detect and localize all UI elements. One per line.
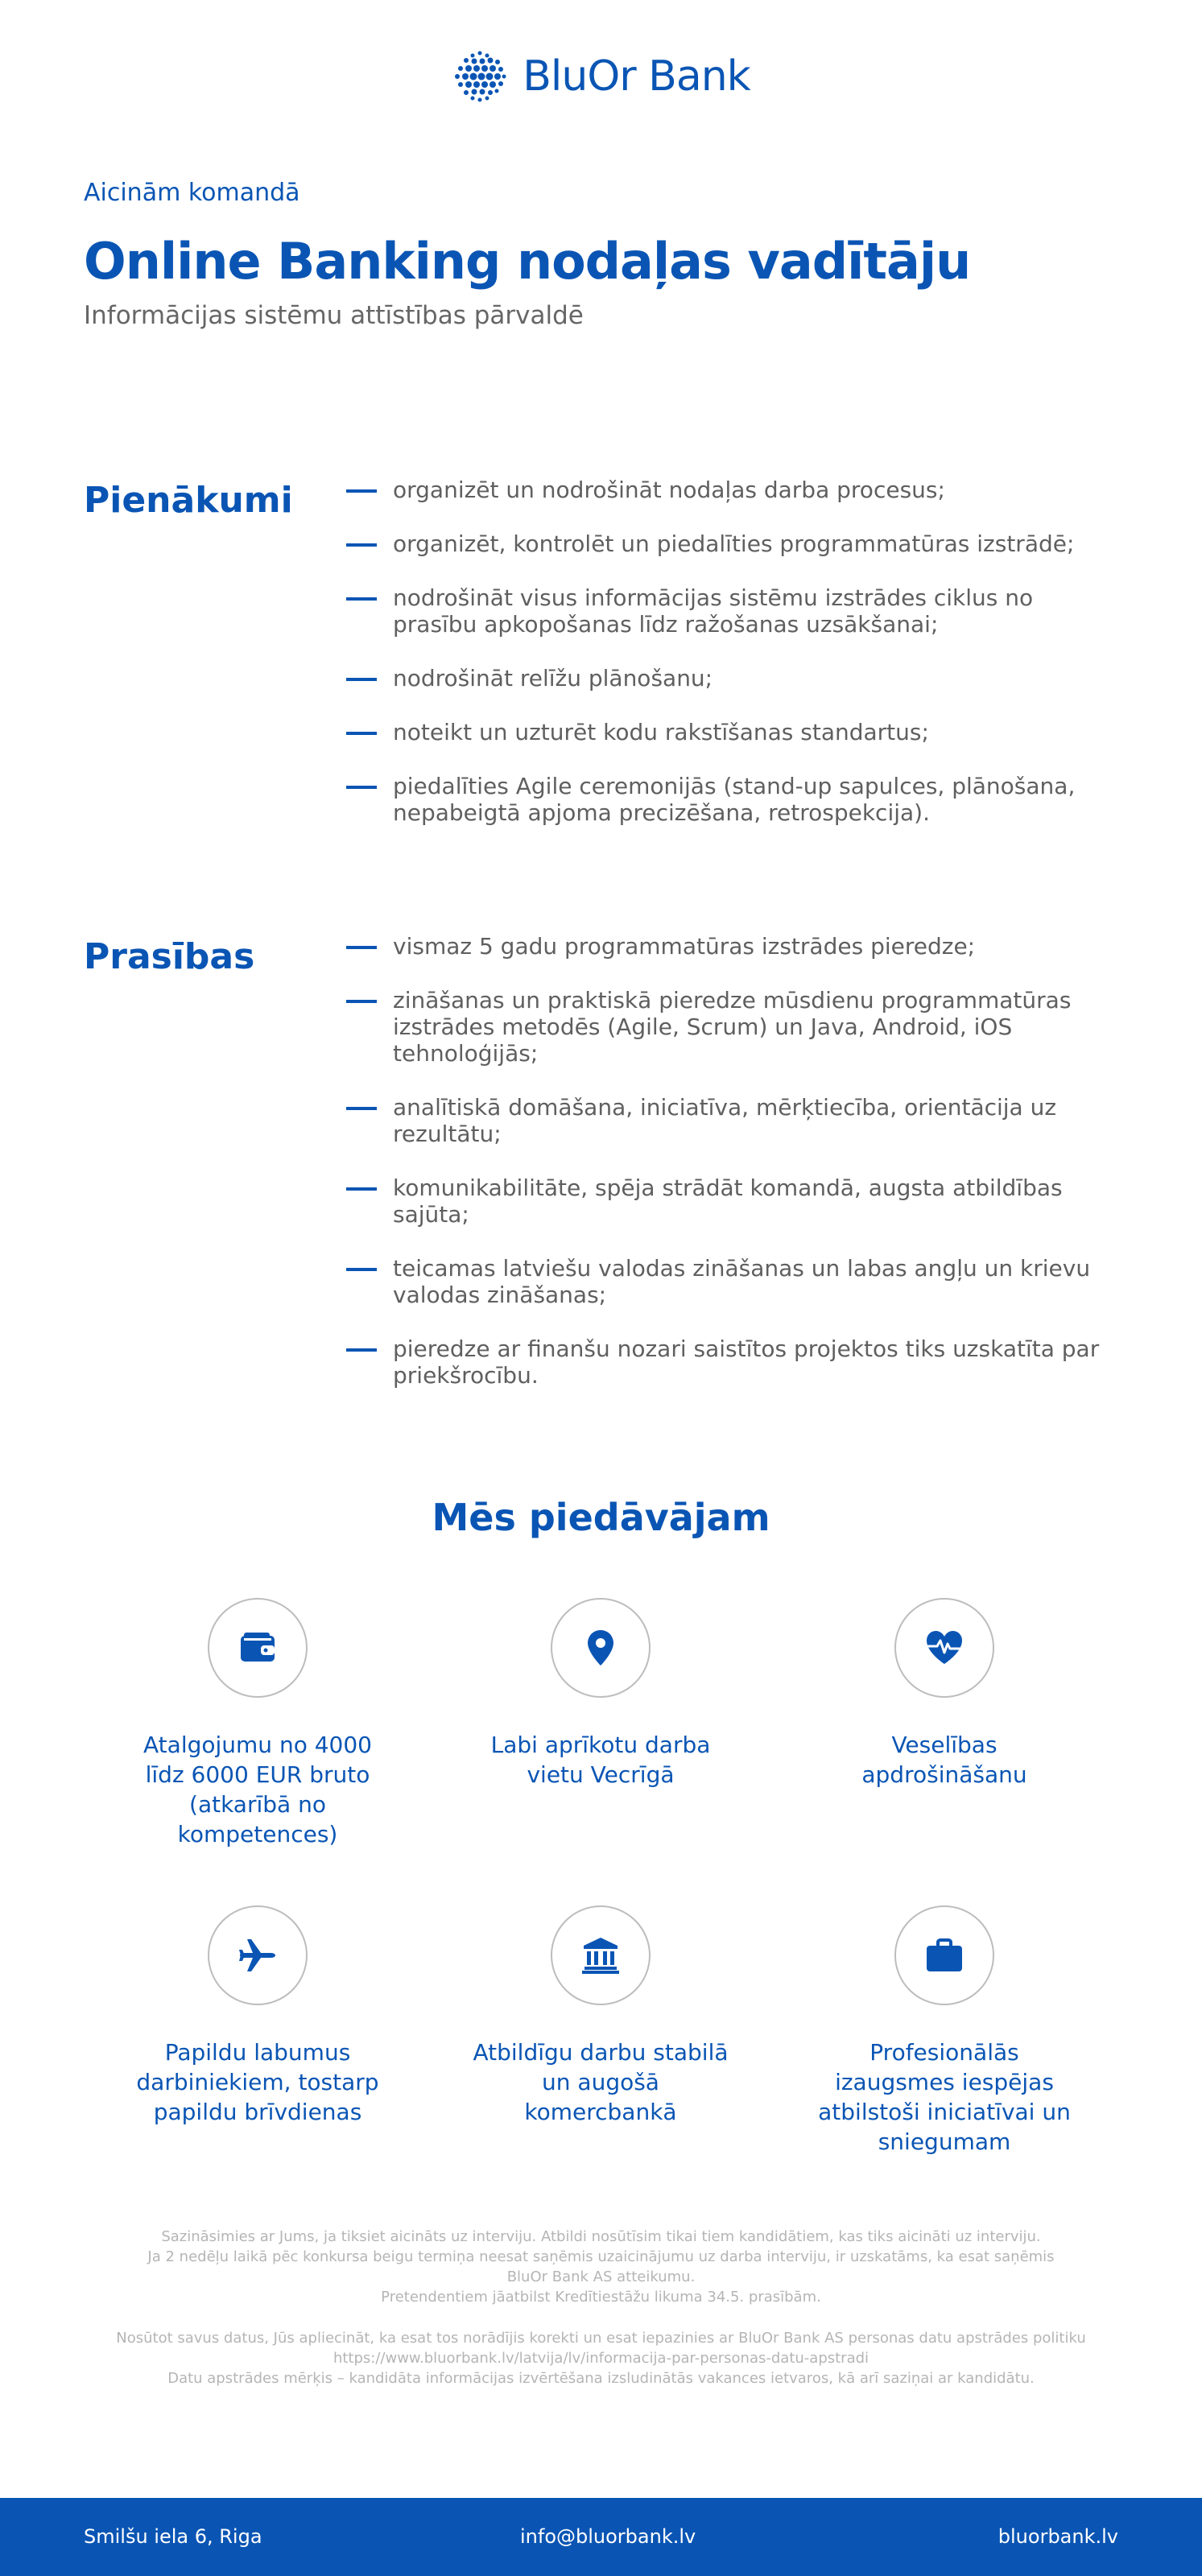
dash-bullet	[346, 543, 377, 547]
brand-name: BluOr Bank	[523, 52, 750, 101]
benefit-icon-circle	[551, 1905, 651, 2005]
list-item: pieredze ar finanšu nozari saistītos projektos tiks uzskatīta par priekšrocību.	[346, 1335, 1119, 1389]
list-item: komunikabilitāte, spēja strādāt komandā, augsta atbildības sajūta;	[346, 1174, 1119, 1228]
benefit-label: Labi aprīkotu darba vietu Vecrīgā	[490, 1732, 711, 1788]
dash-bullet	[346, 1000, 377, 1003]
briefcase-icon	[923, 1934, 965, 1976]
requirements-title: Prasības	[84, 936, 255, 977]
benefit-icon-circle	[894, 1598, 994, 1698]
duties-title: Pienākumi	[84, 480, 293, 521]
airplane-icon	[237, 1934, 279, 1976]
benefit-bank	[464, 1905, 737, 2127]
benefit-growth	[808, 1905, 1081, 2157]
bank-building-icon	[580, 1934, 622, 1976]
heart-pulse-icon	[923, 1627, 965, 1669]
page-subtitle: Informācijas sistēmu attīstības pārvaldē	[84, 301, 584, 330]
offer-title: Mēs piedāvājam	[432, 1496, 770, 1539]
dash-bullet	[346, 1348, 377, 1352]
benefit-salary	[121, 1598, 394, 1849]
benefit-label: Profesionālās izaugsmes iespējas atbilstoši iniciatīvai un sniegumam	[818, 2039, 1071, 2155]
footer	[0, 2498, 1202, 2576]
list-item: piedalīties Agile ceremonijās (stand-up sapulces, plānošana, nepabeigtā apjoma precizēšana, retrospekcija).	[346, 773, 1119, 826]
list-item: noteikt un uzturēt kodu rakstīšanas standartus;	[346, 719, 1119, 745]
benefit-label: Papildu labumus darbiniekiem, tostarp papildu brīvdienas	[136, 2039, 379, 2125]
footer-email-link[interactable]: info@bluorbank.lv	[520, 2525, 696, 2548]
contact-notice: Sazināsimies ar Jums, ja tiksiet aicināts uz interviju. Atbildi nosūtīsim tikai tiem kandidātiem, kas tiks aicināti uz interviju. Ja 2 nedēļu laikā pēc konkursa beigu termiņa neesat saņēmis uzaicinājumu uz darba interviju, ir uzskatāms, ka esat saņēmis BluOr Bank AS atteikumu. Pretendentiem jāatbilst Kredītiestāžu likuma 34.5. prasībām.	[147, 2228, 1055, 2306]
privacy-notice: Nosūtot savus datus, Jūs apliecināt, ka esat tos norādījis korekti un esat iepazinies ar BluOr Bank AS personas datu apstrādes politiku https://www.bluorbank.lv/latvija/lv/informacija-par-personas-datu-apstradi Datu apstrādes mērķis – kandidāta informācijas izvērtēšana izsludinātās vakances ietvaros, kā arī saziņai ar kandidātu.	[81, 2328, 1121, 2388]
dash-bullet	[346, 678, 377, 681]
list-item: organizēt un nodrošināt nodaļas darba procesus;	[346, 477, 1119, 503]
logo-dots-icon	[452, 48, 508, 105]
benefit-health	[808, 1598, 1081, 1790]
list-item: nodrošināt relīžu plānošanu;	[346, 665, 1119, 691]
benefit-label: Veselības apdrošināšanu	[861, 1732, 1027, 1788]
footer-address: Smilšu iela 6, Riga	[84, 2525, 262, 2548]
requirements-list	[346, 933, 1119, 1416]
wallet-icon	[237, 1627, 279, 1669]
dash-bullet	[346, 489, 377, 493]
benefit-icon-circle	[551, 1598, 651, 1698]
eyebrow-text: Aicinām komandā	[84, 179, 300, 207]
dash-bullet	[346, 786, 377, 789]
dash-bullet	[346, 1268, 377, 1271]
duties-list	[346, 477, 1119, 853]
dash-bullet	[346, 1107, 377, 1110]
list-item: vismaz 5 gadu programmatūras izstrādes pieredze;	[346, 933, 1119, 960]
dash-bullet	[346, 597, 377, 601]
list-item: organizēt, kontrolēt un piedalīties programmatūras izstrādē;	[346, 530, 1119, 557]
benefit-workplace	[464, 1598, 737, 1790]
privacy-policy-link[interactable]: https://www.bluorbank.lv/latvija/lv/informacija-par-personas-datu-apstradi	[333, 2350, 869, 2367]
benefit-label: Atbildīgu darbu stabilā un augošā komercbankā	[473, 2039, 729, 2125]
list-item: analītiskā domāšana, iniciatīva, mērķtiecība, orientācija uz rezultātu;	[346, 1094, 1119, 1147]
page-title: Online Banking nodaļas vadītāju	[84, 232, 971, 291]
benefit-icon-circle	[894, 1905, 994, 2005]
dash-bullet	[346, 946, 377, 949]
dash-bullet	[346, 1187, 377, 1191]
benefit-icon-circle	[208, 1905, 308, 2005]
list-item: zināšanas un praktiskā pieredze mūsdienu programmatūras izstrādes metodēs (Agile, Scrum) un Java, Android, iOS tehnoloģijās;	[346, 987, 1119, 1067]
benefit-icon-circle	[208, 1598, 308, 1698]
dash-bullet	[346, 732, 377, 735]
list-item: nodrošināt visus informācijas sistēmu izstrādes ciklus no prasību apkopošanas līdz ražošanas uzsākšanai;	[346, 584, 1119, 638]
benefit-label: Atalgojumu no 4000 līdz 6000 EUR bruto (atkarībā no kompetences)	[143, 1732, 372, 1847]
list-item: teicamas latviešu valodas zināšanas un labas angļu un krievu valodas zināšanas;	[346, 1255, 1119, 1308]
location-pin-icon	[580, 1627, 622, 1669]
brand-logo	[0, 48, 1202, 105]
benefit-perks	[121, 1905, 394, 2127]
footer-website-link[interactable]: bluorbank.lv	[998, 2525, 1118, 2548]
